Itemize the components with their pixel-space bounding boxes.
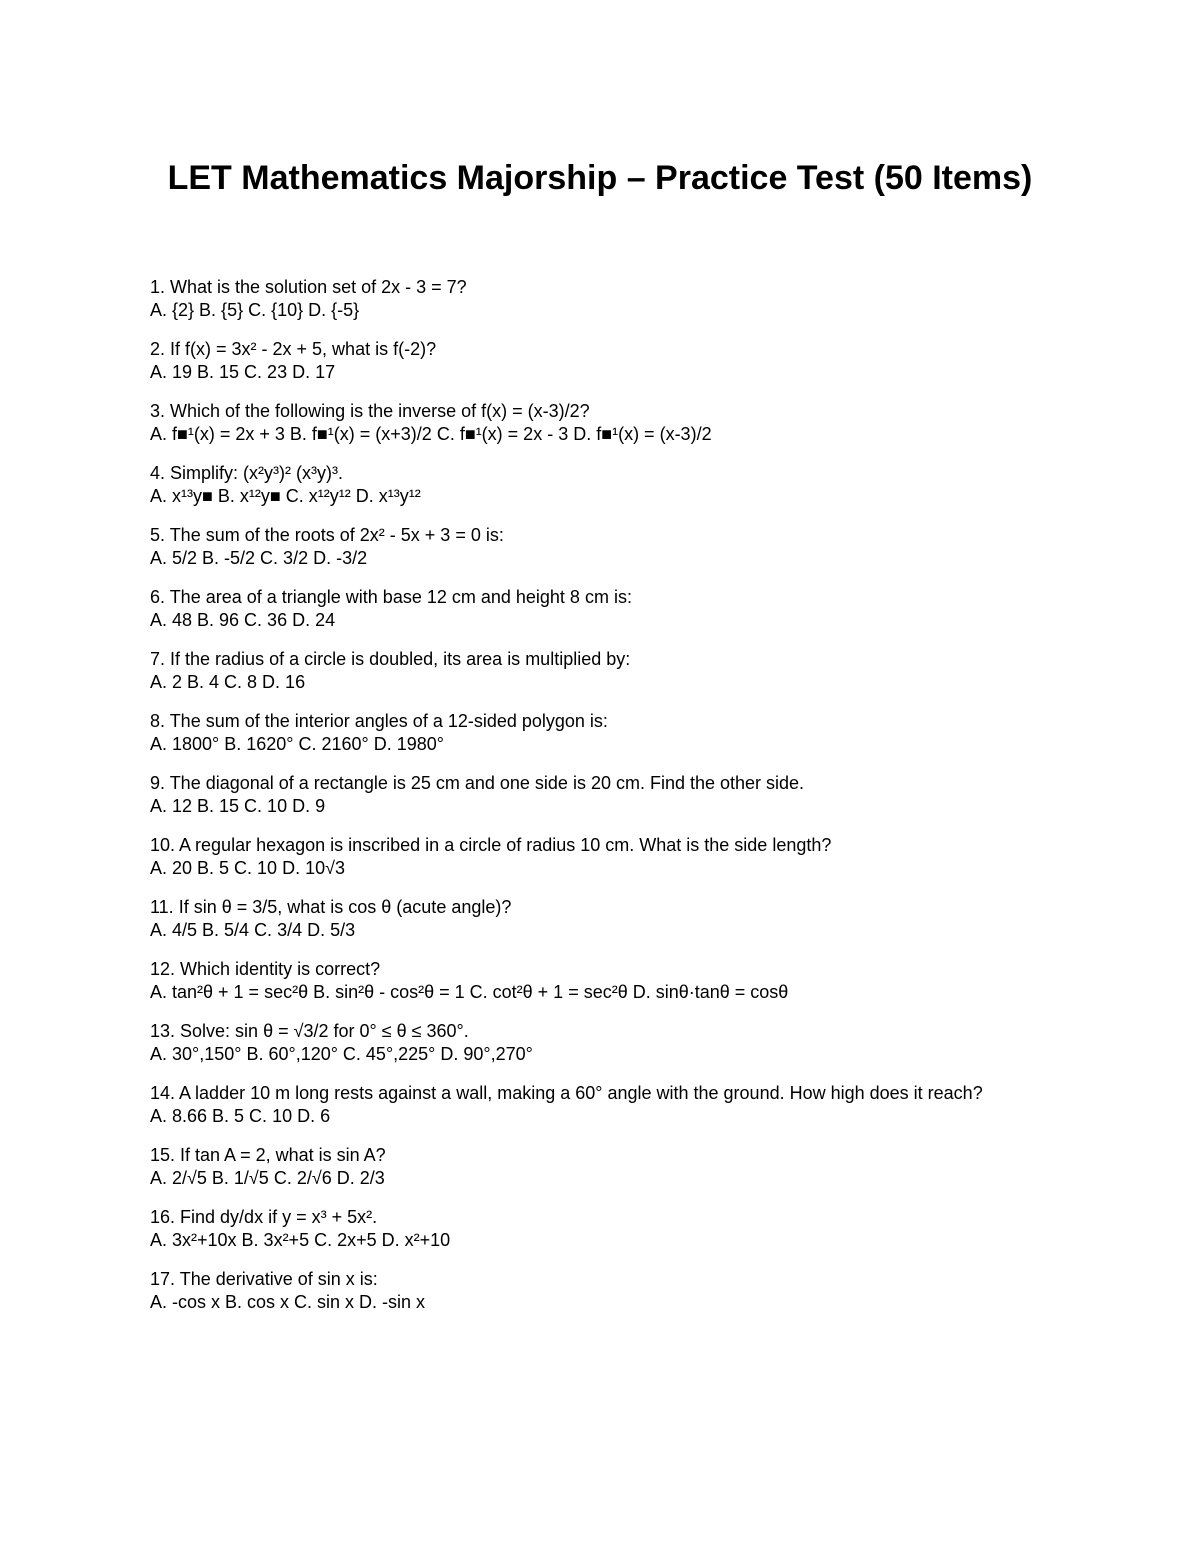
question-stem: 13. Solve: sin θ = √3/2 for 0° ≤ θ ≤ 360°. (150, 1021, 469, 1041)
question-item-1 (150, 276, 1030, 322)
question-item-9 (150, 772, 1030, 818)
question-item-12 (150, 958, 1030, 1004)
question-item-8 (150, 710, 1030, 756)
question-item-6 (150, 586, 1030, 632)
question-stem: 10. A regular hexagon is inscribed in a circle of radius 10 cm. What is the side length? (150, 835, 832, 855)
question-stem: 17. The derivative of sin x is: (150, 1269, 378, 1289)
question-stem: 15. If tan A = 2, what is sin A? (150, 1145, 386, 1165)
question-stem: 7. If the radius of a circle is doubled, its area is multiplied by: (150, 649, 631, 669)
question-stem: 2. If f(x) = 3x² - 2x + 5, what is f(-2)? (150, 339, 437, 359)
question-item-4 (150, 462, 1030, 508)
question-item-17 (150, 1268, 1030, 1314)
question-stem: 11. If sin θ = 3/5, what is cos θ (acute angle)? (150, 897, 512, 917)
question-choices: A. 5/2 B. -5/2 C. 3/2 D. -3/2 (150, 548, 368, 568)
question-choices: A. 12 B. 15 C. 10 D. 9 (150, 796, 326, 816)
question-stem: 6. The area of a triangle with base 12 cm and height 8 cm is: (150, 587, 632, 607)
question-item-7 (150, 648, 1030, 694)
question-item-16 (150, 1206, 1030, 1252)
question-stem: 3. Which of the following is the inverse of f(x) = (x-3)/2? (150, 401, 590, 421)
question-item-10 (150, 834, 1030, 880)
question-choices: A. f■¹(x) = 2x + 3 B. f■¹(x) = (x+3)/2 C. f■¹(x) = 2x - 3 D. f■¹(x) = (x-3)/2 (150, 424, 712, 444)
question-item-11 (150, 896, 1030, 942)
question-choices: A. 48 B. 96 C. 36 D. 24 (150, 610, 336, 630)
question-stem: 5. The sum of the roots of 2x² - 5x + 3 = 0 is: (150, 525, 504, 545)
question-choices: A. 1800° B. 1620° C. 2160° D. 1980° (150, 734, 444, 754)
question-choices: A. 30°,150° B. 60°,120° C. 45°,225° D. 90°,270° (150, 1044, 533, 1064)
question-stem: 16. Find dy/dx if y = x³ + 5x². (150, 1207, 378, 1227)
question-choices: A. 19 B. 15 C. 23 D. 17 (150, 362, 336, 382)
question-choices: A. {2} B. {5} C. {10} D. {-5} (150, 300, 360, 320)
question-item-13 (150, 1020, 1030, 1066)
question-choices: A. 2 B. 4 C. 8 D. 16 (150, 672, 306, 692)
question-stem: 4. Simplify: (x²y³)² (x³y)³. (150, 463, 343, 483)
question-choices: A. 20 B. 5 C. 10 D. 10√3 (150, 858, 345, 878)
question-choices: A. x¹³y■ B. x¹²y■ C. x¹²y¹² D. x¹³y¹² (150, 486, 421, 506)
question-stem: 12. Which identity is correct? (150, 959, 381, 979)
question-stem: 1. What is the solution set of 2x - 3 = 7? (150, 277, 467, 297)
page-title: LET Mathematics Majorship – Practice Test (50 Items) (167, 159, 1033, 197)
question-item-15 (150, 1144, 1030, 1190)
question-item-5 (150, 524, 1030, 570)
question-choices: A. 3x²+10x B. 3x²+5 C. 2x+5 D. x²+10 (150, 1230, 451, 1250)
question-stem: 8. The sum of the interior angles of a 12-sided polygon is: (150, 711, 608, 731)
question-choices: A. -cos x B. cos x C. sin x D. -sin x (150, 1292, 426, 1312)
question-item-14 (150, 1082, 1030, 1128)
question-choices: A. 8.66 B. 5 C. 10 D. 6 (150, 1106, 331, 1126)
question-choices: A. 2/√5 B. 1/√5 C. 2/√6 D. 2/3 (150, 1168, 385, 1188)
question-stem: 14. A ladder 10 m long rests against a wall, making a 60° angle with the ground. How high does it reach? (150, 1083, 983, 1103)
question-item-2 (150, 338, 1030, 384)
question-stem: 9. The diagonal of a rectangle is 25 cm and one side is 20 cm. Find the other side. (150, 773, 805, 793)
question-item-3 (150, 400, 1030, 446)
question-list (150, 276, 1030, 1330)
question-choices: A. tan²θ + 1 = sec²θ B. sin²θ - cos²θ = 1 C. cot²θ + 1 = sec²θ D. sinθ·tanθ = cosθ (150, 982, 789, 1002)
question-choices: A. 4/5 B. 5/4 C. 3/4 D. 5/3 (150, 920, 356, 940)
